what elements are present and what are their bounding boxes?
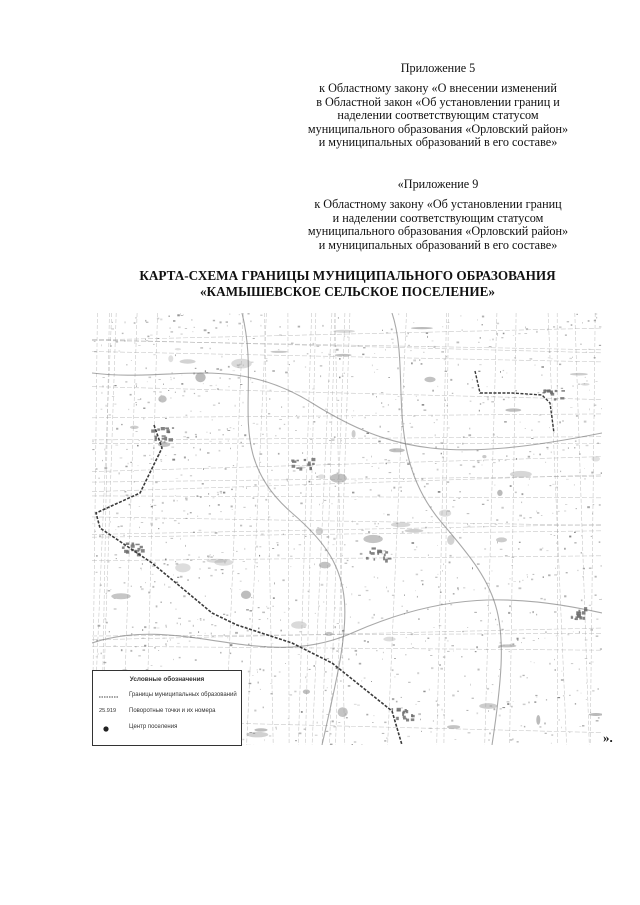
appendix-5-title: Приложение 5 bbox=[400, 61, 476, 75]
appendix-9-header bbox=[288, 178, 588, 252]
legend-item-settlement bbox=[99, 724, 237, 734]
legend-item-boundary bbox=[99, 692, 237, 702]
appendix-9-line: муниципального образования «Орловский район» bbox=[307, 224, 569, 239]
map-title-line-2: «КАМЫШЕВСКОЕ СЕЛЬСКОЕ ПОСЕЛЕНИЕ» bbox=[199, 283, 496, 299]
turning-point-number-icon: 25.919 bbox=[99, 708, 117, 714]
appendix-9-line: к Областному закону «Об установлении границ bbox=[314, 197, 562, 212]
legend-item-label: Поворотные точки и их номера bbox=[129, 708, 216, 714]
appendix-5-line: в Областной закон «Об установлении границ и bbox=[316, 94, 560, 109]
dotted-boundary-line-icon bbox=[99, 693, 119, 701]
legend-title: Условные обозначения bbox=[129, 676, 205, 683]
legend-item-label: Центр поселения bbox=[129, 724, 178, 730]
map-legend bbox=[92, 670, 242, 746]
closing-quote-mark: ». bbox=[603, 730, 613, 745]
map-title bbox=[60, 268, 635, 299]
settlement-dot-icon bbox=[99, 725, 119, 733]
appendix-5-line: наделении соответствующим статусом bbox=[337, 108, 539, 123]
appendix-5-line: муниципального образования «Орловский район» bbox=[307, 121, 569, 136]
legend-item-label: Границы муниципальных образований bbox=[129, 692, 237, 698]
map-title-line-1: КАРТА-СХЕМА ГРАНИЦЫ МУНИЦИПАЛЬНОГО ОБРАЗОВАНИЯ bbox=[139, 268, 556, 283]
legend-item-turning-points bbox=[99, 708, 237, 718]
appendix-9-line: и наделении соответствующим статусом bbox=[332, 210, 544, 225]
appendix-5-line: к Областному закону «О внесении изменений bbox=[319, 81, 557, 96]
appendix-9-line: и муниципальных образований в его составе» bbox=[318, 237, 558, 252]
appendix-9-title: «Приложение 9 bbox=[397, 177, 479, 191]
appendix-5-line: и муниципальных образований в его составе» bbox=[318, 135, 558, 150]
appendix-5-header bbox=[288, 62, 588, 149]
